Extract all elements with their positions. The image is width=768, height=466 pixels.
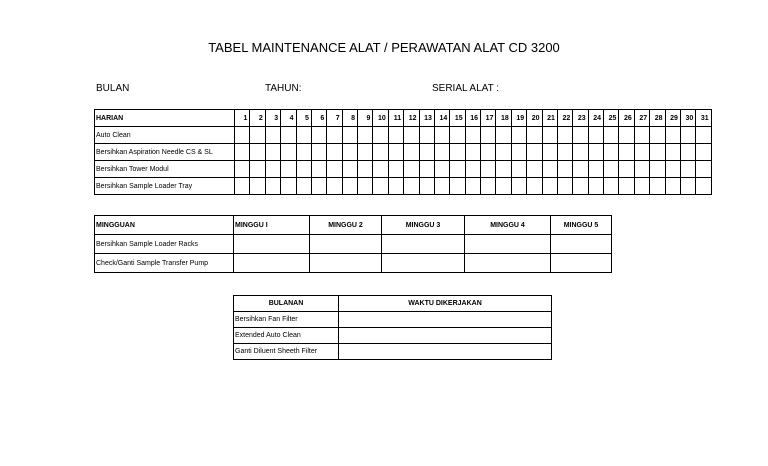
- day-number: 8: [342, 110, 357, 127]
- check-cell[interactable]: [680, 161, 695, 178]
- task-label: Auto Clean: [95, 127, 235, 144]
- check-cell[interactable]: [327, 161, 342, 178]
- check-cell[interactable]: [419, 161, 434, 178]
- week-label: MINGGU 5: [551, 216, 612, 235]
- check-cell[interactable]: [619, 178, 634, 195]
- day-number: 19: [511, 110, 526, 127]
- table-row: [95, 235, 612, 254]
- check-cell[interactable]: [542, 127, 557, 144]
- check-cell[interactable]: [450, 144, 465, 161]
- check-cell[interactable]: [373, 127, 388, 144]
- check-cell[interactable]: [311, 161, 326, 178]
- day-number: 12: [404, 110, 419, 127]
- table-row: [234, 312, 552, 328]
- day-number: 26: [619, 110, 634, 127]
- check-cell[interactable]: [281, 161, 296, 178]
- check-cell[interactable]: [650, 144, 665, 161]
- check-cell[interactable]: [604, 161, 619, 178]
- check-cell[interactable]: [404, 144, 419, 161]
- bulan-label: BULAN: [96, 83, 130, 94]
- check-cell[interactable]: [250, 144, 265, 161]
- time-done-header: WAKTU DIKERJAKAN: [339, 296, 552, 312]
- monthly-header-row: [234, 296, 552, 312]
- check-cell[interactable]: [310, 235, 382, 254]
- check-cell[interactable]: [619, 161, 634, 178]
- check-cell[interactable]: [634, 144, 649, 161]
- day-number: 28: [650, 110, 665, 127]
- check-cell[interactable]: [419, 144, 434, 161]
- check-cell[interactable]: [434, 178, 449, 195]
- day-number: 18: [496, 110, 511, 127]
- check-cell[interactable]: [327, 127, 342, 144]
- check-cell[interactable]: [465, 144, 480, 161]
- task-label: Bersihkan Aspiration Needle CS & SL: [95, 144, 235, 161]
- check-cell[interactable]: [265, 178, 280, 195]
- check-cell[interactable]: [542, 161, 557, 178]
- day-number: 27: [634, 110, 649, 127]
- check-cell[interactable]: [619, 127, 634, 144]
- check-cell[interactable]: [358, 144, 373, 161]
- check-cell[interactable]: [296, 178, 311, 195]
- time-cell[interactable]: [339, 344, 552, 360]
- check-cell[interactable]: [358, 161, 373, 178]
- check-cell[interactable]: [388, 161, 403, 178]
- tahun-label: TAHUN:: [265, 83, 302, 94]
- check-cell[interactable]: [419, 127, 434, 144]
- day-number: 7: [327, 110, 342, 127]
- check-cell[interactable]: [557, 178, 572, 195]
- check-cell[interactable]: [265, 127, 280, 144]
- task-label: Extended Auto Clean: [234, 328, 339, 344]
- check-cell[interactable]: [665, 144, 680, 161]
- daily-header-label: HARIAN: [95, 110, 235, 127]
- daily-table: [94, 109, 712, 195]
- check-cell[interactable]: [327, 178, 342, 195]
- check-cell[interactable]: [465, 235, 551, 254]
- check-cell[interactable]: [634, 127, 649, 144]
- check-cell[interactable]: [680, 144, 695, 161]
- check-cell[interactable]: [327, 144, 342, 161]
- table-row: [95, 178, 712, 195]
- day-number: 21: [542, 110, 557, 127]
- day-number: 25: [604, 110, 619, 127]
- check-cell[interactable]: [342, 178, 357, 195]
- task-label: Bersihkan Tower Modul: [95, 161, 235, 178]
- check-cell[interactable]: [296, 161, 311, 178]
- check-cell[interactable]: [496, 144, 511, 161]
- check-cell[interactable]: [382, 254, 465, 273]
- day-number: 6: [311, 110, 326, 127]
- check-cell[interactable]: [511, 127, 526, 144]
- check-cell[interactable]: [235, 127, 250, 144]
- day-number: 2: [250, 110, 265, 127]
- check-cell[interactable]: [696, 161, 711, 178]
- check-cell[interactable]: [696, 178, 711, 195]
- check-cell[interactable]: [551, 254, 612, 273]
- check-cell[interactable]: [511, 178, 526, 195]
- check-cell[interactable]: [234, 235, 310, 254]
- day-number: 5: [296, 110, 311, 127]
- check-cell[interactable]: [342, 144, 357, 161]
- check-cell[interactable]: [542, 144, 557, 161]
- check-cell[interactable]: [496, 161, 511, 178]
- check-cell[interactable]: [388, 144, 403, 161]
- check-cell[interactable]: [527, 161, 542, 178]
- day-number: 20: [527, 110, 542, 127]
- check-cell[interactable]: [588, 161, 603, 178]
- day-number: 17: [481, 110, 496, 127]
- task-label: Ganti Diluent Sheeth Filter: [234, 344, 339, 360]
- check-cell[interactable]: [281, 144, 296, 161]
- day-number: 9: [358, 110, 373, 127]
- check-cell[interactable]: [588, 178, 603, 195]
- check-cell[interactable]: [450, 178, 465, 195]
- check-cell[interactable]: [696, 127, 711, 144]
- day-number: 16: [465, 110, 480, 127]
- check-cell[interactable]: [650, 127, 665, 144]
- day-number: 29: [665, 110, 680, 127]
- check-cell[interactable]: [650, 161, 665, 178]
- check-cell[interactable]: [404, 161, 419, 178]
- task-label: Bersihkan Fan Filter: [234, 312, 339, 328]
- check-cell[interactable]: [496, 178, 511, 195]
- day-number: 10: [373, 110, 388, 127]
- check-cell[interactable]: [665, 178, 680, 195]
- table-row: [95, 144, 712, 161]
- check-cell[interactable]: [557, 127, 572, 144]
- day-number: 15: [450, 110, 465, 127]
- check-cell[interactable]: [588, 144, 603, 161]
- check-cell[interactable]: [265, 161, 280, 178]
- check-cell[interactable]: [465, 178, 480, 195]
- day-number: 3: [265, 110, 280, 127]
- day-number: 22: [557, 110, 572, 127]
- check-cell[interactable]: [696, 144, 711, 161]
- check-cell[interactable]: [450, 161, 465, 178]
- day-number: 24: [588, 110, 603, 127]
- check-cell[interactable]: [235, 161, 250, 178]
- check-cell[interactable]: [527, 127, 542, 144]
- check-cell[interactable]: [527, 144, 542, 161]
- check-cell[interactable]: [388, 178, 403, 195]
- check-cell[interactable]: [404, 178, 419, 195]
- day-number: 4: [281, 110, 296, 127]
- week-label: MINGGU 3: [382, 216, 465, 235]
- check-cell[interactable]: [573, 178, 588, 195]
- check-cell[interactable]: [542, 178, 557, 195]
- check-cell[interactable]: [465, 161, 480, 178]
- day-number: 23: [573, 110, 588, 127]
- daily-header-row: [95, 110, 712, 127]
- check-cell[interactable]: [311, 178, 326, 195]
- check-cell[interactable]: [382, 235, 465, 254]
- check-cell[interactable]: [281, 178, 296, 195]
- check-cell[interactable]: [373, 144, 388, 161]
- monthly-header-label: BULANAN: [234, 296, 339, 312]
- check-cell[interactable]: [573, 161, 588, 178]
- task-label: Bersihkan Sample Loader Racks: [95, 235, 234, 254]
- week-label: MINGGU 2: [310, 216, 382, 235]
- day-number: 13: [419, 110, 434, 127]
- task-label: Check/Ganti Sample Transfer Pump: [95, 254, 234, 273]
- weekly-header-row: [95, 216, 612, 235]
- check-cell[interactable]: [557, 144, 572, 161]
- monthly-table: [233, 295, 552, 360]
- weekly-table: [94, 215, 612, 273]
- check-cell[interactable]: [250, 178, 265, 195]
- day-number: 11: [388, 110, 403, 127]
- check-cell[interactable]: [604, 144, 619, 161]
- week-label: MINGGU 4: [465, 216, 551, 235]
- check-cell[interactable]: [665, 161, 680, 178]
- check-cell[interactable]: [235, 144, 250, 161]
- check-cell[interactable]: [481, 127, 496, 144]
- check-cell[interactable]: [465, 254, 551, 273]
- table-row: [234, 328, 552, 344]
- check-cell[interactable]: [311, 127, 326, 144]
- task-label: Bersihkan Sample Loader Tray: [95, 178, 235, 195]
- check-cell[interactable]: [604, 127, 619, 144]
- check-cell[interactable]: [465, 127, 480, 144]
- check-cell[interactable]: [342, 127, 357, 144]
- check-cell[interactable]: [250, 127, 265, 144]
- check-cell[interactable]: [619, 144, 634, 161]
- check-cell[interactable]: [265, 144, 280, 161]
- check-cell[interactable]: [434, 161, 449, 178]
- check-cell[interactable]: [235, 178, 250, 195]
- serial-label: SERIAL ALAT :: [432, 83, 500, 94]
- day-number: 14: [434, 110, 449, 127]
- check-cell[interactable]: [665, 127, 680, 144]
- day-number: 30: [680, 110, 695, 127]
- check-cell[interactable]: [481, 161, 496, 178]
- check-cell[interactable]: [434, 144, 449, 161]
- check-cell[interactable]: [250, 161, 265, 178]
- check-cell[interactable]: [296, 127, 311, 144]
- time-cell[interactable]: [339, 328, 552, 344]
- check-cell[interactable]: [296, 144, 311, 161]
- check-cell[interactable]: [311, 144, 326, 161]
- table-row: [234, 344, 552, 360]
- check-cell[interactable]: [358, 127, 373, 144]
- check-cell[interactable]: [342, 161, 357, 178]
- check-cell[interactable]: [588, 127, 603, 144]
- check-cell[interactable]: [358, 178, 373, 195]
- check-cell[interactable]: [650, 178, 665, 195]
- check-cell[interactable]: [527, 178, 542, 195]
- check-cell[interactable]: [481, 144, 496, 161]
- check-cell[interactable]: [434, 127, 449, 144]
- check-cell[interactable]: [481, 178, 496, 195]
- check-cell[interactable]: [281, 127, 296, 144]
- time-cell[interactable]: [339, 312, 552, 328]
- check-cell[interactable]: [419, 178, 434, 195]
- check-cell[interactable]: [310, 254, 382, 273]
- check-cell[interactable]: [557, 161, 572, 178]
- weekly-header-label: MINGGUAN: [95, 216, 234, 235]
- check-cell[interactable]: [373, 161, 388, 178]
- check-cell[interactable]: [634, 161, 649, 178]
- check-cell[interactable]: [573, 127, 588, 144]
- check-cell[interactable]: [573, 144, 588, 161]
- check-cell[interactable]: [551, 235, 612, 254]
- check-cell[interactable]: [634, 178, 649, 195]
- page-title: TABEL MAINTENANCE ALAT / PERAWATAN ALAT CD 3200: [208, 40, 560, 55]
- day-number: 1: [235, 110, 250, 127]
- table-row: [95, 161, 712, 178]
- check-cell[interactable]: [388, 127, 403, 144]
- table-row: [95, 127, 712, 144]
- check-cell[interactable]: [404, 127, 419, 144]
- check-cell[interactable]: [496, 127, 511, 144]
- check-cell[interactable]: [373, 178, 388, 195]
- check-cell[interactable]: [234, 254, 310, 273]
- check-cell[interactable]: [511, 144, 526, 161]
- week-label: MINGGU I: [234, 216, 310, 235]
- check-cell[interactable]: [680, 127, 695, 144]
- check-cell[interactable]: [450, 127, 465, 144]
- day-number: 31: [696, 110, 711, 127]
- check-cell[interactable]: [680, 178, 695, 195]
- check-cell[interactable]: [511, 161, 526, 178]
- table-row: [95, 254, 612, 273]
- check-cell[interactable]: [604, 178, 619, 195]
